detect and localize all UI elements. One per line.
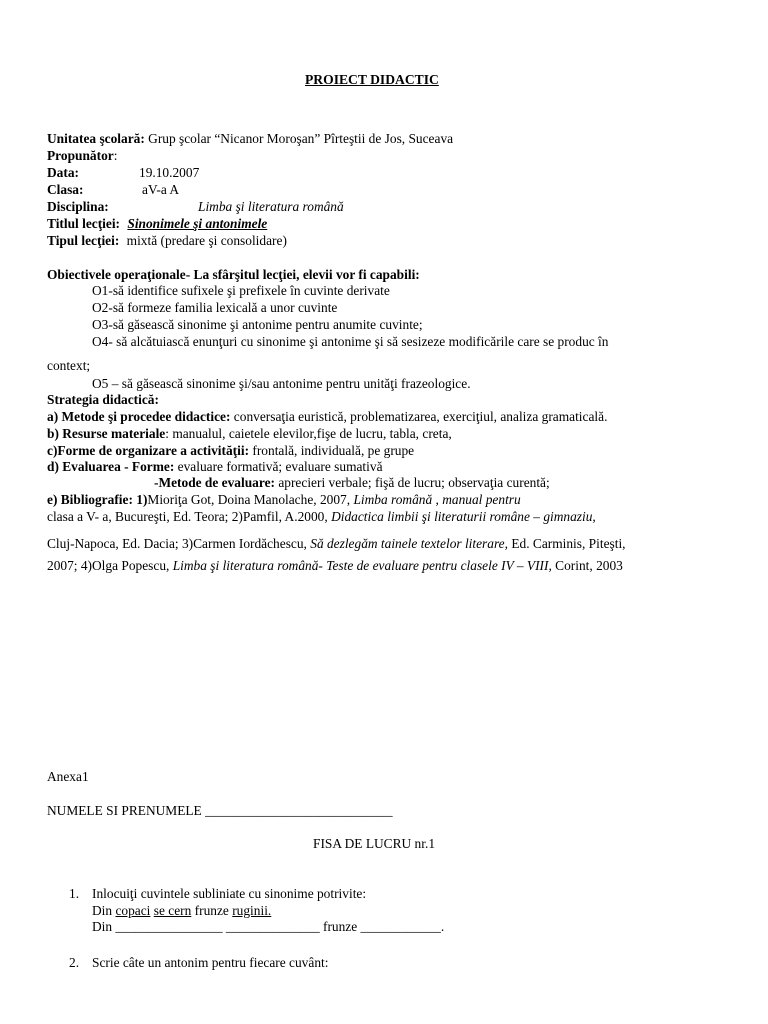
bibliografie-l3-c: Ed. Carminis, Piteşti, xyxy=(507,536,626,551)
exercitiu-2-number: 2. xyxy=(69,955,80,970)
example-word-copaci: copaci xyxy=(115,903,151,918)
strategia-d2-value: aprecieri verbale; fişă de lucru; observaţia curentă; xyxy=(274,475,550,490)
bibliografie-l2-a: clasa a V- a, Bucureşti, Ed. Teora; 2)Pamfil, A.2000, xyxy=(47,509,332,524)
obiective-heading: Obiectivele operaţionale- La sfârşitul lecţiei, elevii vor fi capabili: xyxy=(47,267,420,282)
data-value: 19.10.2007 xyxy=(139,165,200,180)
disciplina-label: Disciplina: xyxy=(47,199,109,214)
strategia-d-label: d) Evaluarea - Forme: xyxy=(47,459,175,474)
bibliografie-l4-a: 2007; 4)Olga Popescu, xyxy=(47,558,173,573)
bibliografie-line-3 xyxy=(47,536,626,552)
bibliografie-l4-b: Limba şi literatura română- Teste de evaluare pentru clasele IV – VIII, xyxy=(172,558,552,573)
strategia-a xyxy=(47,409,607,425)
exercitiu-1-text: Inlocuiţi cuvintele subliniate cu sinonime potrivite: xyxy=(92,886,367,901)
obiectiv-o1: O1-să identifice sufixele şi prefixele în cuvinte derivate xyxy=(92,283,390,298)
strategia-a-label: a) Metode şi procedee didactice: xyxy=(47,409,231,424)
tipul-label: Tipul lecţiei: xyxy=(47,233,120,248)
strategia-b-value: : manualul, caietele elevilor,fişe de lucru, tabla, creta, xyxy=(165,426,452,441)
strategia-d2 xyxy=(154,475,550,491)
unitatea-value: Grup şcolar “Nicanor Moroşan” Pîrteştii de Jos, Suceava xyxy=(144,131,454,146)
obiectiv-o3: O3-să găsească sinonime şi antonime pentru anumite cuvinte; xyxy=(92,317,423,332)
bibliografie-l4-c: Corint, 2003 xyxy=(551,558,623,573)
data-line xyxy=(47,165,79,181)
propunator-line xyxy=(47,148,117,164)
obiectiv-o5: O5 – să găsească sinonime şi/sau antonime pentru unităţi frazeologice. xyxy=(92,376,471,391)
example-din: Din xyxy=(92,903,116,918)
obiectiv-o2: O2-să formeze familia lexicală a unor cuvinte xyxy=(92,300,338,315)
strategia-d2-label: -Metode de evaluare: xyxy=(154,475,275,490)
strategia-c xyxy=(47,443,414,459)
strategia-c-label: c)Forme de organizare a activităţii: xyxy=(47,443,250,458)
disciplina-value xyxy=(198,199,344,215)
strategia-heading: Strategia didactică: xyxy=(47,392,159,407)
strategia-d xyxy=(47,459,383,475)
example-word-ruginii: ruginii. xyxy=(232,903,272,918)
example-frunze: frunze xyxy=(191,903,233,918)
fisa-title: FISA DE LUCRU nr.1 xyxy=(313,836,436,851)
strategia-c-value: frontală, individuală, pe grupe xyxy=(249,443,415,458)
strategia-a-value: conversaţia euristică, problematizarea, exerciţiul, analiza gramaticală. xyxy=(230,409,608,424)
titlul-value: Sinonimele şi antonimele xyxy=(127,216,268,231)
exercitiu-1-number: 1. xyxy=(69,886,80,901)
unitatea-line xyxy=(47,131,453,147)
bibliografie-l2-b: Didactica limbii şi literaturii române – gimnaziu, xyxy=(331,509,596,524)
unitatea-label: Unitatea şcolară: xyxy=(47,131,145,146)
propunator-label: Propunător xyxy=(47,148,114,163)
disciplina-line xyxy=(47,199,109,215)
bibliografie-line-2 xyxy=(47,509,596,525)
bibliografie-line-1 xyxy=(47,492,521,508)
nume-prenume-field: NUMELE SI PRENUMELE ____________________________ xyxy=(47,803,393,818)
exercitiu-1-example xyxy=(92,903,271,919)
obiectiv-o4: O4- să alcătuiască enunţuri cu sinonime şi antonime şi să sesizeze modificările care se produc în xyxy=(92,334,609,349)
data-label: Data: xyxy=(47,165,79,180)
obiectiv-o4-cont: context; xyxy=(47,358,91,373)
exercitiu-1-answer: Din ________________ ______________ frunze ____________. xyxy=(92,919,445,934)
clasa-label: Clasa: xyxy=(47,182,84,197)
bibliografie-l1-b: Limba română , manual pentru xyxy=(353,492,521,507)
bibliografie-l3-a: Cluj-Napoca, Ed. Dacia; 3)Carmen Iordăchescu, xyxy=(47,536,311,551)
tipul-value: mixtă (predare şi consolidare) xyxy=(126,233,287,248)
titlul-line xyxy=(47,216,267,232)
page-title: PROIECT DIDACTIC xyxy=(305,72,439,87)
exercitiu-2-text: Scrie câte un antonim pentru fiecare cuvânt: xyxy=(92,955,329,970)
bibliografie-l1-a: Mioriţa Got, Doina Manolache, 2007, xyxy=(147,492,354,507)
disciplina-text: Limba şi literatura română xyxy=(198,199,344,214)
clasa-line xyxy=(47,182,83,198)
titlul-label: Titlul lecţiei: xyxy=(47,216,121,231)
anexa-label: Anexa1 xyxy=(47,769,89,784)
strategia-b xyxy=(47,426,452,442)
propunator-value: : xyxy=(113,148,118,163)
strategia-d-value: evaluare formativă; evaluare sumativă xyxy=(174,459,383,474)
bibliografie-line-4 xyxy=(47,558,623,574)
strategia-b-label: b) Resurse materiale xyxy=(47,426,166,441)
tipul-line xyxy=(47,233,287,249)
example-word-se-cern: se cern xyxy=(153,903,192,918)
bibliografie-label: e) Bibliografie: 1) xyxy=(47,492,148,507)
clasa-value: aV-a A xyxy=(142,182,180,197)
bibliografie-l3-b: Să dezlegăm tainele textelor literare, xyxy=(310,536,508,551)
